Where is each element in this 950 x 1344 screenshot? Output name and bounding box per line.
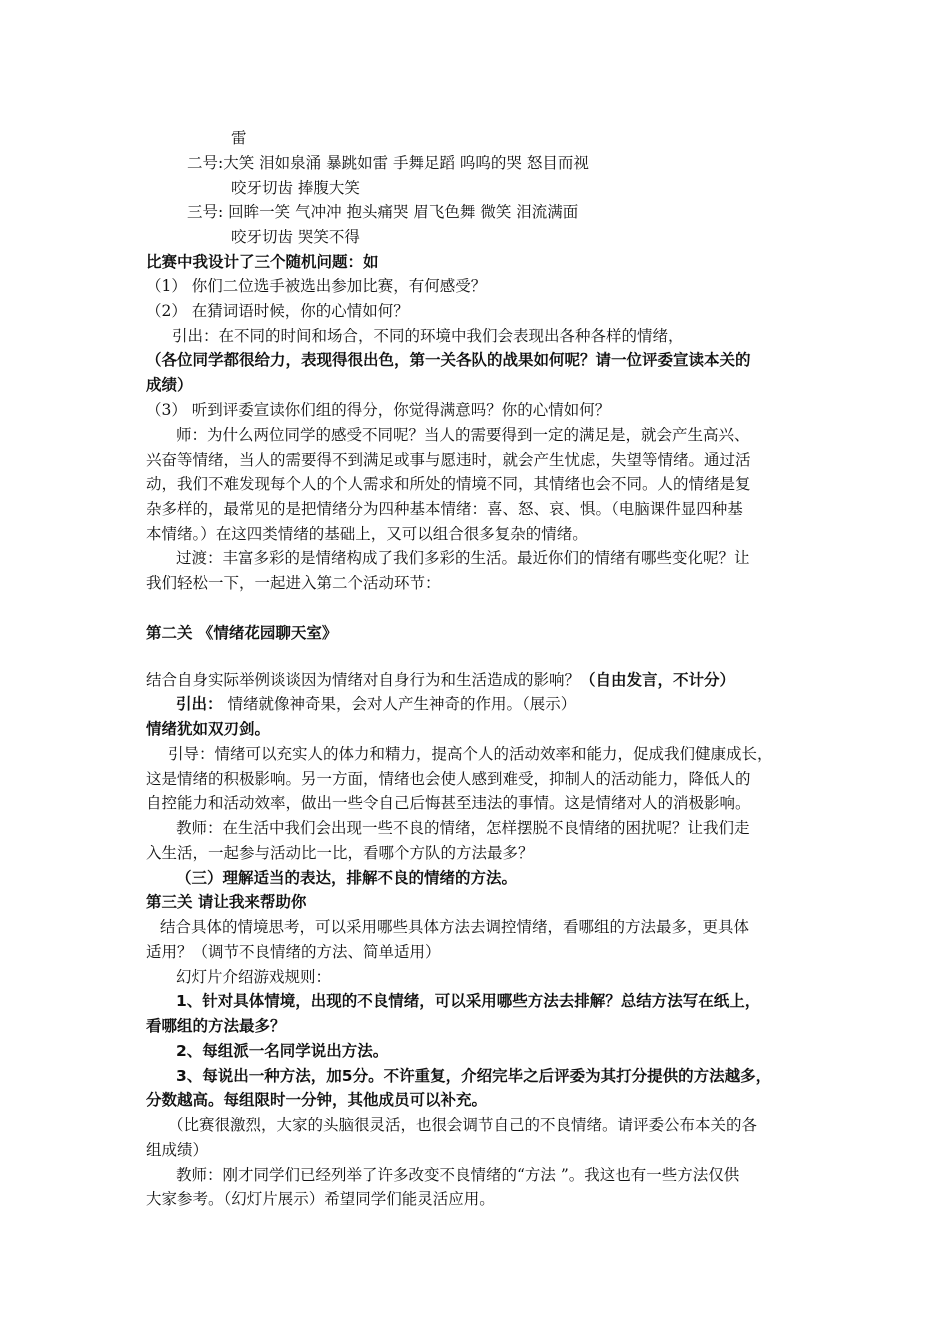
text-line: 教师：刚才同学们已经列举了许多改变不良情绪的“方法 ”。我这也有一些方法仅供 bbox=[176, 1166, 740, 1184]
text-line: 师：为什么两位同学的感受不同呢？当人的需要得到一定的满足是，就会产生高兴、 bbox=[176, 426, 750, 444]
text-line: 这是情绪的积极影响。另一方面，情绪也会使人感到难受，抑制人的活动能力，降低人的 bbox=[146, 770, 751, 788]
text-line: 适用？（调节不良情绪的方法、简单适用） bbox=[146, 943, 441, 961]
section-heading: 第三关 请让我来帮助你 bbox=[146, 893, 307, 911]
rule-1-cont: 看哪组的方法最多？ bbox=[146, 1017, 286, 1035]
text-line: 组成绩） bbox=[146, 1141, 209, 1159]
text-line: 教师：在生活中我们会出现一些不良的情绪，怎样摆脱不良情绪的困扰呢？让我们走 bbox=[176, 819, 750, 837]
rule-3: 3、每说出一种方法，加5分。不许重复，介绍完毕之后评委为其打分提供的方法越多， bbox=[176, 1067, 772, 1085]
text-line: （比赛很激烈，大家的头脑很灵活，也很会调节自己的不良情绪。请评委公布本关的各 bbox=[168, 1116, 758, 1134]
text-line: 入生活，一起参与活动比一比，看哪个方队的方法最多？ bbox=[146, 844, 534, 862]
rule-2: 2、每组派一名同学说出方法。 bbox=[176, 1042, 389, 1060]
text-line: 引导：情绪可以充实人的体力和精力，提高个人的活动效率和能力，促成我们健康成长， bbox=[168, 745, 773, 763]
text-line: 自控能力和活动效率，做出一些令自己后悔甚至违法的事情。这是情绪对人的消极影响。 bbox=[146, 794, 751, 812]
text-line: 杂多样的，最常见的是把情绪分为四种基本情绪：喜、怒、哀、惧。（电脑课件显四种基 bbox=[146, 500, 743, 518]
text-line: 本情绪。）在这四类情绪的基础上，又可以组合很多复杂的情绪。 bbox=[146, 525, 588, 543]
text-line: 咬牙切齿 捧腹大笑 bbox=[231, 179, 360, 197]
section-heading: 比赛中我设计了三个随机问题：如 bbox=[146, 253, 379, 271]
rule-1: 1、针对具体情境，出现的不良情绪，可以采用哪些方法去排解？总结方法写在纸上， bbox=[176, 992, 761, 1010]
text-line: 我们轻松一下，一起进入第二个活动环节： bbox=[146, 574, 441, 592]
text-line-bold: 情绪犹如双刃剑。 bbox=[146, 720, 271, 738]
text-line: 引出：在不同的时间和场合，不同的环境中我们会表现出各种各样的情绪， bbox=[172, 327, 684, 345]
text-line: 过渡：丰富多彩的是情绪构成了我们多彩的生活。最近你们的情绪有哪些变化呢？让 bbox=[176, 549, 750, 567]
text-line: 动，我们不难发现每个人的个人需求和所处的情境不同，其情绪也会不同。人的情绪是复 bbox=[146, 475, 751, 493]
text-line: 二号:大笑 泪如泉涌 暴跳如雷 手舞足蹈 呜呜的哭 怒目而视 bbox=[187, 154, 589, 172]
rule-3-cont: 分数越高。每组限时一分钟，其他成员可以补充。 bbox=[146, 1091, 488, 1109]
text-span-bold: （自由发言，不计分） bbox=[580, 671, 736, 689]
text-line: 大家参考。（幻灯片展示）希望同学们能灵活应用。 bbox=[146, 1190, 495, 1208]
text-span: 情绪就像神奇果，会对人产生神奇的作用。（展示） bbox=[227, 695, 577, 713]
text-line: 幻灯片介绍游戏规则： bbox=[176, 968, 332, 986]
section-heading: 第二关 《情绪花园聊天室》 bbox=[146, 624, 338, 642]
question-1: （1） 你们二位选手被选出参加比赛，有何感受？ bbox=[146, 277, 487, 295]
text-span-bold: 引出： bbox=[176, 695, 223, 713]
text-line: 咬牙切齿 哭笑不得 bbox=[231, 228, 360, 246]
text-line-bold: 成绩） bbox=[146, 376, 193, 394]
question-3: （3） 听到评委宣读你们组的得分，你觉得满意吗？你的心情如何？ bbox=[146, 401, 611, 419]
text-line: 兴奋等情绪，当人的需要得不到满足或事与愿违时，就会产生忧虑，失望等情绪。通过活 bbox=[146, 451, 751, 469]
section-heading: （三）理解适当的表达，排解不良的情绪的方法。 bbox=[176, 869, 518, 887]
text-line bbox=[176, 692, 576, 717]
text-line bbox=[146, 668, 735, 693]
text-line-bold: （各位同学都很给力，表现得很出色，第一关各队的战果如何呢？请一位评委宣读本关的 bbox=[146, 351, 751, 369]
text-span: 结合自身实际举例谈谈因为情绪对自身行为和生活造成的影响？ bbox=[146, 671, 581, 689]
text-line: 结合具体的情境思考，可以采用哪些具体方法去调控情绪，看哪组的方法最多，更具体 bbox=[160, 918, 750, 936]
text-line: 雷 bbox=[231, 129, 247, 147]
text-line: 三号: 回眸一笑 气冲冲 抱头痛哭 眉飞色舞 微笑 泪流满面 bbox=[187, 203, 579, 221]
question-2: （2） 在猜词语时候，你的心情如何？ bbox=[146, 302, 409, 320]
